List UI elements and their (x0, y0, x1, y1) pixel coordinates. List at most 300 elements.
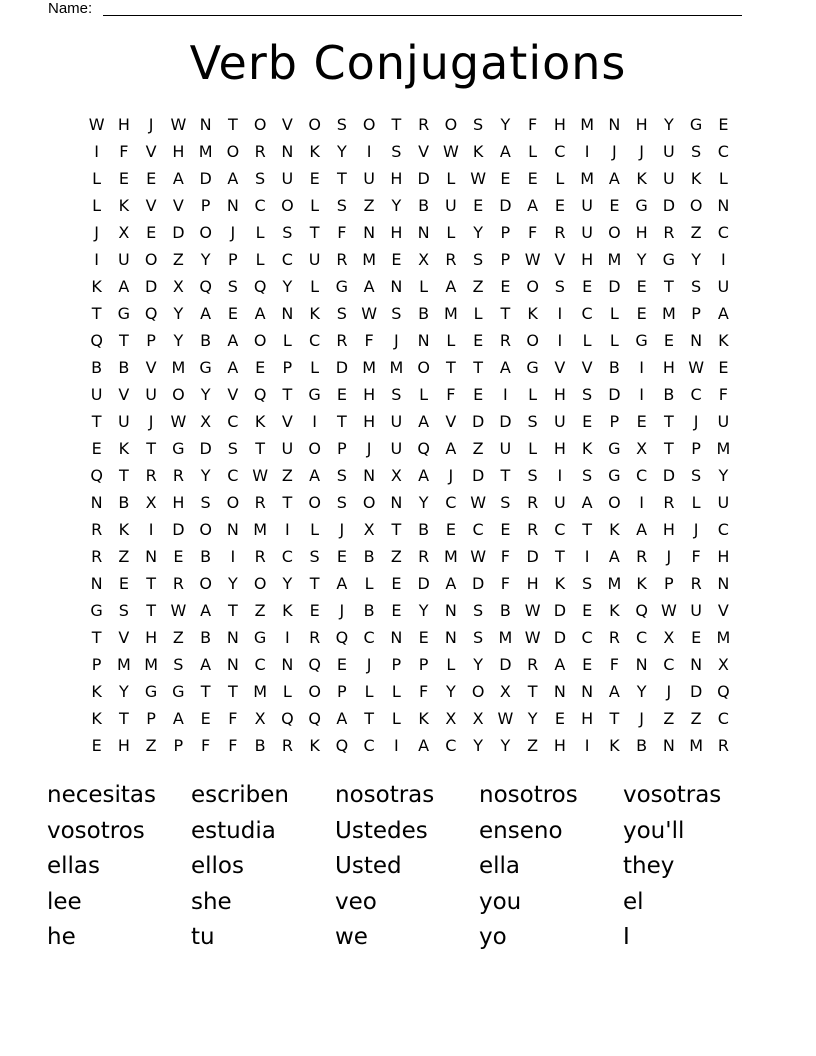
grid-row (83, 651, 737, 678)
grid-letter: R (336, 250, 348, 269)
grid-letter: H (553, 736, 566, 755)
grid-letter: U (281, 439, 294, 458)
grid-letter: L (446, 655, 456, 674)
grid-letter: A (336, 574, 348, 593)
grid-letter: Y (200, 385, 211, 404)
grid-letter: O (144, 250, 158, 269)
word-list-item: necesitas (47, 782, 156, 808)
grid-letter: B (663, 385, 675, 404)
grid-letter: M (580, 115, 595, 134)
grid-row (83, 435, 737, 462)
grid-letter: K (91, 682, 102, 701)
grid-letter: W (170, 412, 187, 431)
grid-letter: N (281, 304, 294, 323)
grid-letter: A (309, 466, 321, 485)
grid-letter: B (200, 628, 212, 647)
grid-letter: A (254, 304, 266, 323)
grid-letter: T (336, 169, 347, 188)
grid-letter: I (584, 142, 590, 161)
word-list-item: lee (47, 888, 82, 915)
grid-letter: C (717, 223, 729, 242)
grid-letter: N (145, 547, 158, 566)
grid-letter: M (389, 358, 404, 377)
grid-letter: I (94, 142, 99, 161)
grid-letter: F (609, 655, 619, 674)
grid-letter: X (445, 709, 457, 728)
grid-letter: K (609, 736, 620, 755)
grid-letter: Y (473, 223, 484, 242)
grid-letter: C (445, 736, 457, 755)
word-list-item: veo (335, 888, 377, 915)
grid-letter: I (94, 250, 99, 269)
grid-letter: J (612, 142, 617, 161)
grid-letter: E (718, 115, 729, 134)
grid-letter: J (230, 223, 236, 242)
grid-letter: N (363, 223, 376, 242)
grid-letter: O (417, 358, 430, 377)
grid-letter: K (527, 304, 538, 323)
grid-letter: G (172, 439, 185, 458)
grid-letter: O (226, 142, 240, 161)
grid-letter: E (500, 277, 511, 296)
grid-letter: T (91, 628, 102, 647)
grid-letter: L (446, 223, 456, 242)
grid-letter: U (281, 169, 294, 188)
grid-letter: D (608, 277, 621, 296)
grid-letter: I (584, 736, 590, 755)
grid-letter: T (227, 601, 238, 620)
grid-letter: N (444, 601, 457, 620)
grid-letter: A (581, 493, 593, 512)
grid-letter: L (609, 331, 619, 350)
grid-row (83, 381, 737, 408)
grid-letter: L (473, 304, 483, 323)
name-label: Name: (48, 0, 93, 17)
grid-letter: P (418, 655, 429, 674)
grid-letter: C (281, 547, 293, 566)
grid-letter: O (281, 196, 294, 215)
grid-letter: E (336, 655, 347, 674)
grid-letter: E (445, 520, 456, 539)
grid-letter: X (663, 628, 675, 647)
grid-letter: S (282, 223, 293, 242)
grid-letter: H (553, 115, 566, 134)
grid-letter: A (200, 655, 212, 674)
grid-letter: I (639, 358, 644, 377)
grid-letter: H (581, 709, 594, 728)
grid-row (83, 570, 737, 597)
grid-letter: R (527, 493, 539, 512)
grid-letter: J (148, 115, 154, 134)
grid-letter: V (554, 250, 566, 269)
grid-letter: T (309, 223, 320, 242)
grid-letter: K (91, 277, 102, 296)
grid-letter: X (717, 655, 729, 674)
grid-letter: H (390, 223, 403, 242)
grid-letter: H (390, 169, 403, 188)
grid-letter: R (554, 223, 566, 242)
grid-letter: C (281, 250, 293, 269)
grid-letter: Y (118, 682, 129, 701)
grid-row (83, 462, 737, 489)
grid-letter: Z (472, 439, 484, 458)
grid-letter: U (581, 223, 593, 242)
grid-letter: A (200, 304, 212, 323)
grid-letter: C (254, 655, 266, 674)
grid-letter: F (228, 709, 238, 728)
grid-letter: C (363, 736, 375, 755)
grid-letter: H (717, 547, 730, 566)
grid-letter: O (608, 223, 621, 242)
grid-letter: L (528, 142, 538, 161)
grid-letter: L (310, 520, 320, 539)
grid-letter: Y (336, 142, 347, 161)
grid-letter: V (227, 385, 239, 404)
grid-letter: T (500, 466, 511, 485)
grid-letter: A (499, 142, 511, 161)
grid-letter: K (118, 439, 130, 458)
grid-letter: U (554, 412, 566, 431)
grid-letter: I (148, 520, 154, 539)
grid-letter: V (281, 115, 293, 134)
word-list-item: enseno (479, 817, 563, 844)
grid-letter: Q (281, 709, 294, 728)
grid-row (83, 246, 737, 273)
grid-letter: A (118, 277, 130, 296)
grid-letter: P (337, 439, 347, 458)
grid-letter: Z (172, 628, 184, 647)
grid-letter: A (227, 358, 239, 377)
grid-letter: N (417, 331, 430, 350)
grid-letter: S (473, 115, 484, 134)
grid-letter: P (173, 736, 184, 755)
grid-letter: S (582, 385, 593, 404)
grid-letter: Y (718, 466, 729, 485)
grid-letter: S (227, 277, 238, 296)
grid-row (83, 543, 737, 570)
grid-letter: Z (690, 223, 702, 242)
grid-letter: C (581, 304, 593, 323)
grid-letter: D (471, 466, 485, 485)
grid-letter: H (635, 115, 648, 134)
grid-letter: A (608, 682, 620, 701)
word-list-item: ellos (191, 853, 244, 879)
grid-letter: R (690, 574, 702, 593)
grid-letter: A (172, 709, 184, 728)
grid-letter: K (636, 169, 647, 188)
grid-letter: U (717, 412, 730, 431)
grid-letter: E (227, 304, 238, 323)
grid-letter: P (337, 682, 347, 701)
grid-letter: F (446, 385, 456, 404)
grid-letter: L (310, 277, 320, 296)
grid-letter: E (391, 601, 402, 620)
grid-letter: U (554, 493, 566, 512)
grid-letter: D (553, 628, 567, 647)
grid-letter: H (581, 250, 594, 269)
grid-letter: U (717, 493, 730, 512)
grid-letter: L (528, 439, 538, 458)
grid-letter: Z (172, 250, 184, 269)
grid-letter: P (609, 412, 620, 431)
grid-letter: N (226, 196, 239, 215)
grid-letter: D (689, 682, 703, 701)
grid-letter: T (527, 682, 538, 701)
grid-letter: Y (527, 709, 538, 728)
grid-letter: M (253, 682, 268, 701)
grid-letter: E (582, 277, 593, 296)
grid-letter: S (309, 547, 320, 566)
grid-letter: R (91, 520, 103, 539)
word-list-item: escriben (191, 782, 289, 808)
grid-letter: R (499, 331, 511, 350)
grid-letter: Y (500, 115, 511, 134)
grid-letter: O (608, 493, 621, 512)
grid-letter: N (90, 574, 103, 593)
grid-letter: L (282, 682, 292, 701)
grid-letter: W (524, 250, 541, 269)
grid-letter: B (118, 358, 130, 377)
grid-letter: M (689, 736, 704, 755)
grid-letter: B (636, 736, 648, 755)
grid-letter: I (557, 331, 563, 350)
grid-letter: B (499, 601, 511, 620)
word-list-item: Usted (335, 853, 402, 879)
grid-letter: M (144, 655, 159, 674)
grid-letter: X (636, 439, 648, 458)
grid-letter: K (609, 520, 620, 539)
grid-letter: J (339, 520, 345, 539)
grid-letter: A (200, 601, 212, 620)
grid-letter: Y (282, 277, 293, 296)
grid-letter: C (227, 466, 239, 485)
grid-letter: I (285, 628, 290, 647)
grid-letter: O (308, 682, 321, 701)
grid-letter: A (717, 304, 729, 323)
grid-letter: I (639, 493, 644, 512)
grid-letter: G (608, 439, 621, 458)
grid-letter: D (417, 169, 430, 188)
page-title: Verb Conjugations (189, 36, 627, 90)
grid-letter: H (117, 115, 130, 134)
grid-letter: Q (335, 628, 349, 647)
grid-letter: X (254, 709, 266, 728)
grid-letter: O (444, 115, 458, 134)
grid-letter: Y (636, 250, 647, 269)
grid-letter: D (608, 385, 621, 404)
grid-letter: W (88, 115, 105, 134)
grid-letter: M (716, 439, 731, 458)
grid-row (83, 705, 737, 732)
grid-letter: H (172, 493, 185, 512)
grid-letter: Q (90, 466, 103, 485)
grid-letter: Q (90, 331, 103, 350)
grid-letter: K (609, 601, 620, 620)
grid-letter: A (336, 709, 348, 728)
grid-letter: P (200, 196, 211, 215)
grid-letter: T (118, 331, 129, 350)
grid-letter: D (335, 358, 349, 377)
grid-letter: O (308, 439, 321, 458)
grid-letter: R (254, 493, 266, 512)
grid-letter: C (227, 412, 239, 431)
grid-letter: M (362, 250, 377, 269)
grid-letter: N (581, 682, 594, 701)
grid-letter: W (442, 142, 459, 161)
grid-letter: U (663, 169, 675, 188)
grid-row (83, 624, 737, 651)
grid-letter: X (390, 466, 402, 485)
grid-letter: W (361, 304, 378, 323)
grid-letter: T (118, 709, 129, 728)
grid-letter: A (608, 547, 620, 566)
name-underline (103, 15, 742, 16)
grid-letter: A (608, 169, 620, 188)
grid-letter: D (417, 574, 430, 593)
grid-letter: N (226, 520, 239, 539)
grid-letter: C (363, 628, 375, 647)
grid-letter: L (364, 682, 374, 701)
grid-letter: X (499, 682, 511, 701)
grid-letter: G (635, 196, 648, 215)
grid-letter: J (394, 331, 399, 350)
grid-letter: S (500, 493, 511, 512)
grid-letter: M (171, 358, 186, 377)
grid-letter: L (609, 304, 619, 323)
grid-row (83, 732, 737, 759)
grid-letter: F (337, 223, 347, 242)
grid-letter: O (199, 223, 212, 242)
grid-letter: J (666, 547, 672, 566)
grid-letter: A (418, 736, 430, 755)
grid-row (83, 300, 737, 327)
grid-letter: T (227, 682, 238, 701)
grid-letter: U (390, 439, 403, 458)
grid-letter: P (391, 655, 402, 674)
grid-letter: G (199, 358, 212, 377)
grid-letter: R (418, 115, 430, 134)
grid-letter: V (172, 196, 184, 215)
grid-letter: U (145, 385, 157, 404)
grid-letter: A (554, 655, 566, 674)
word-list-item: you'll (623, 817, 685, 844)
grid-letter: Y (282, 574, 293, 593)
grid-letter: O (471, 682, 485, 701)
grid-letter: E (91, 439, 102, 458)
grid-letter: G (608, 466, 621, 485)
grid-letter: L (446, 169, 456, 188)
grid-letter: O (526, 331, 539, 350)
grid-letter: M (716, 628, 731, 647)
grid-letter: A (172, 169, 184, 188)
grid-letter: U (445, 196, 457, 215)
grid-letter: M (607, 250, 622, 269)
grid-letter: Y (418, 601, 429, 620)
grid-letter: H (117, 736, 130, 755)
grid-letter: J (94, 223, 99, 242)
grid-letter: D (526, 547, 539, 566)
grid-letter: S (200, 493, 211, 512)
grid-letter: D (144, 277, 158, 296)
grid-letter: A (418, 412, 430, 431)
grid-letter: S (227, 439, 238, 458)
grid-letter: T (445, 358, 456, 377)
grid-letter: G (308, 385, 321, 404)
grid-letter: Y (663, 115, 674, 134)
grid-letter: D (199, 439, 212, 458)
grid-letter: R (418, 547, 430, 566)
grid-letter: B (418, 196, 430, 215)
grid-letter: S (336, 115, 347, 134)
grid-letter: B (91, 358, 103, 377)
grid-row (83, 678, 737, 705)
grid-letter: U (390, 412, 403, 431)
grid-letter: N (417, 223, 430, 242)
grid-letter: S (391, 142, 402, 161)
grid-letter: B (363, 547, 375, 566)
grid-letter: N (281, 655, 294, 674)
grid-letter: T (500, 304, 511, 323)
grid-letter: J (639, 142, 644, 161)
grid-letter: J (693, 520, 699, 539)
grid-letter: G (335, 277, 349, 296)
word-list-item: he (47, 924, 76, 950)
grid-letter: S (336, 196, 347, 215)
grid-letter: A (445, 277, 457, 296)
grid-letter: P (146, 331, 156, 350)
grid-letter: U (717, 277, 730, 296)
grid-letter: H (553, 385, 566, 404)
grid-letter: Y (691, 250, 702, 269)
grid-letter: T (91, 412, 102, 431)
grid-letter: M (580, 169, 595, 188)
grid-letter: W (688, 358, 705, 377)
grid-letter: Z (390, 547, 402, 566)
grid-letter: O (362, 115, 376, 134)
grid-letter: Q (308, 655, 321, 674)
word-list-item: ellas (47, 853, 101, 879)
word-list-item: el (623, 888, 644, 915)
word-list-item: estudia (191, 817, 276, 844)
grid-letter: T (200, 682, 211, 701)
grid-letter: P (500, 250, 511, 269)
grid-letter: T (255, 439, 266, 458)
grid-letter: L (691, 493, 701, 512)
word-list-item: yo (479, 924, 507, 950)
grid-letter: K (309, 304, 320, 323)
word-list-item: I (623, 924, 630, 950)
grid-letter: G (526, 358, 539, 377)
grid-letter: T (364, 709, 375, 728)
grid-letter: S (527, 466, 538, 485)
grid-letter: K (690, 169, 702, 188)
grid-letter: R (145, 466, 157, 485)
grid-letter: I (557, 466, 563, 485)
grid-letter: L (255, 250, 265, 269)
grid-letter: S (336, 466, 347, 485)
grid-letter: L (582, 331, 592, 350)
grid-letter: K (118, 196, 130, 215)
grid-letter: D (172, 520, 185, 539)
grid-letter: I (312, 412, 317, 431)
grid-letter: T (146, 574, 157, 593)
grid-letter: H (553, 439, 566, 458)
grid-letter: A (499, 358, 511, 377)
grid-letter: E (500, 520, 511, 539)
grid-letter: E (391, 574, 402, 593)
grid-letter: G (253, 628, 267, 647)
grid-letter: L (92, 169, 102, 188)
